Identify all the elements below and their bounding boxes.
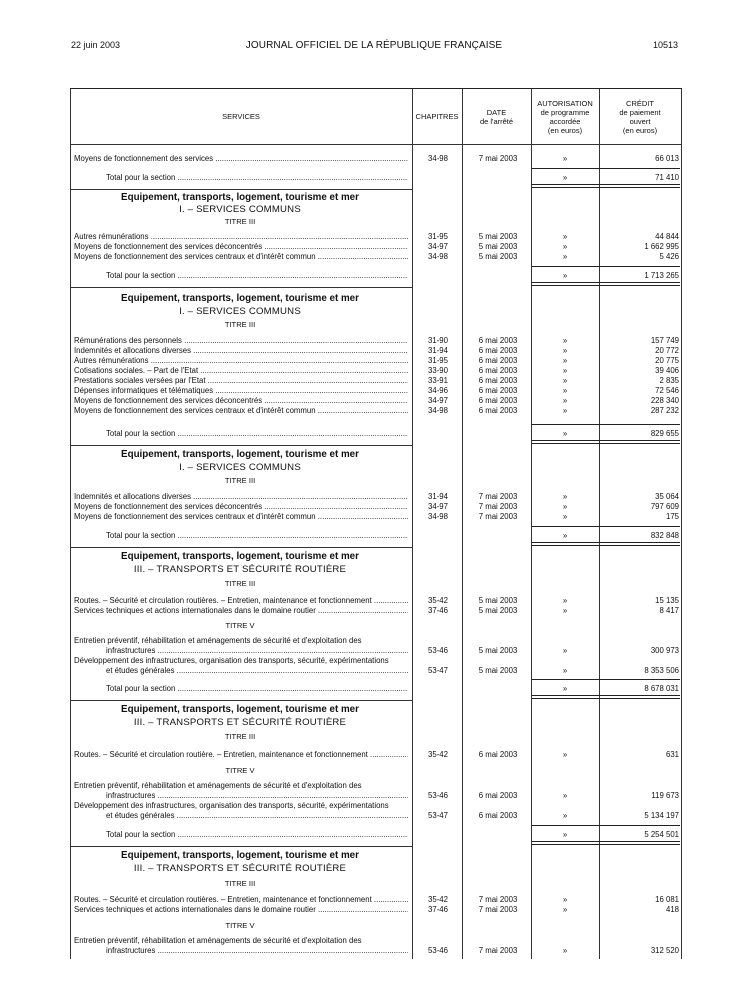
titre-heading <box>70 621 682 631</box>
total-row <box>70 173 682 183</box>
table-row <box>70 232 682 242</box>
credit-cell: 35 064 <box>655 492 679 501</box>
service-label: Entretien préventif, réhabilitation et aménagements de sécurité et d'exploitation des <box>74 936 362 945</box>
total-rule-double <box>532 695 680 699</box>
credit-cell: 39 406 <box>655 366 679 375</box>
section-heading <box>70 463 682 473</box>
heading-text: I. – SERVICES COMMUNS <box>179 462 301 473</box>
credit-cell: 15 135 <box>655 596 679 605</box>
date-cell: 6 mai 2003 <box>478 406 518 415</box>
section-separator <box>70 547 412 548</box>
autorisation-cell: » <box>562 406 568 415</box>
date-cell: 6 mai 2003 <box>478 366 518 375</box>
service-label: Indemnités et allocations diverses ..... <box>74 492 408 502</box>
autorisation-cell: » <box>562 336 568 345</box>
credit-cell: 418 <box>665 905 679 914</box>
ministry-heading <box>70 552 682 562</box>
heading-text: TITRE V <box>225 921 255 930</box>
table-row <box>70 905 682 915</box>
service-label: Routes. – Sécurité et circulation routières. – Entretien, maintenance et fonctionnement ..... <box>74 895 408 905</box>
autorisation-cell: » <box>562 596 568 605</box>
date-cell: 7 mai 2003 <box>478 492 518 501</box>
titre-heading <box>70 879 682 889</box>
date-cell: 6 mai 2003 <box>478 396 518 405</box>
heading-text: III. – TRANSPORTS ET SÉCURITÉ ROUTIÈRE <box>133 863 347 874</box>
service-label: Total pour la section ..... <box>106 173 408 183</box>
autorisation-cell: » <box>562 429 568 438</box>
table-row <box>70 596 682 606</box>
chapitre-cell: 34-98 <box>428 252 448 261</box>
service-label: Moyens de fonctionnement des services déconcentrés ..... <box>74 396 408 406</box>
date-cell: 5 mai 2003 <box>478 666 518 675</box>
chapitre-cell: 35-42 <box>428 750 448 759</box>
credit-cell: 8 417 <box>659 606 679 615</box>
table-row <box>70 366 682 376</box>
chapitre-cell: 34-98 <box>428 406 448 415</box>
ministry-heading <box>70 851 682 861</box>
chapitre-cell: 34-96 <box>428 386 448 395</box>
autorisation-cell: » <box>562 811 568 820</box>
section-heading <box>70 864 682 874</box>
heading-text: TITRE V <box>225 766 255 775</box>
section-heading <box>70 565 682 575</box>
table-row <box>70 801 682 811</box>
autorisation-cell: » <box>562 666 568 675</box>
chapitre-cell: 35-42 <box>428 895 448 904</box>
table-row <box>70 346 682 356</box>
table-row <box>70 242 682 252</box>
credit-cell: 829 655 <box>650 429 679 438</box>
table-row <box>70 386 682 396</box>
autorisation-cell: » <box>562 905 568 914</box>
credit-cell: 20 775 <box>655 356 679 365</box>
date-cell: 5 mai 2003 <box>478 232 518 241</box>
service-label: Rémunérations des personnels ..... <box>74 336 408 346</box>
table-row <box>70 936 682 946</box>
heading-text: III. – TRANSPORTS ET SÉCURITÉ ROUTIÈRE <box>133 717 347 728</box>
autorisation-cell: » <box>562 684 568 693</box>
table-row <box>70 946 682 956</box>
titre-heading <box>70 766 682 776</box>
chapitre-cell: 34-98 <box>428 154 448 163</box>
table-row <box>70 750 682 760</box>
credit-cell: 5 426 <box>659 252 679 261</box>
service-label: et études générales ..... <box>106 666 408 676</box>
credit-cell: 797 609 <box>650 502 679 511</box>
table-row <box>70 781 682 791</box>
chapitre-cell: 53-47 <box>428 666 448 675</box>
autorisation-cell: » <box>562 492 568 501</box>
table-row <box>70 656 682 666</box>
col-head-chapitres: CHAPITRES <box>415 112 459 121</box>
credit-cell: 2 835 <box>659 376 679 385</box>
autorisation-cell: » <box>562 252 568 261</box>
page-date: 22 juin 2003 <box>71 40 121 50</box>
date-cell: 5 mai 2003 <box>478 596 518 605</box>
table-row <box>70 811 682 821</box>
chapitre-cell: 31-95 <box>428 232 448 241</box>
ministry-heading <box>70 294 682 304</box>
chapitre-cell: 34-97 <box>428 242 448 251</box>
heading-text: III. – TRANSPORTS ET SÉCURITÉ ROUTIÈRE <box>133 564 347 575</box>
table-row <box>70 396 682 406</box>
section-separator <box>70 700 412 701</box>
date-cell: 5 mai 2003 <box>478 242 518 251</box>
date-cell: 5 mai 2003 <box>478 646 518 655</box>
credit-cell: 8 353 506 <box>644 666 679 675</box>
service-label: Total pour la section ..... <box>106 684 408 694</box>
table-row <box>70 636 682 646</box>
heading-text: TITRE III <box>224 879 256 888</box>
chapitre-cell: 34-97 <box>428 396 448 405</box>
heading-text: I. – SERVICES COMMUNS <box>179 306 301 317</box>
service-label: Moyens de fonctionnement des services centraux et d'intérêt commun ..... <box>74 512 408 522</box>
titre-heading <box>70 921 682 931</box>
total-rule-top <box>532 679 680 680</box>
chapitre-cell: 53-46 <box>428 946 448 955</box>
autorisation-cell: » <box>562 173 568 182</box>
chapitre-cell: 34-97 <box>428 502 448 511</box>
table-row <box>70 502 682 512</box>
date-cell: 6 mai 2003 <box>478 346 518 355</box>
date-cell: 6 mai 2003 <box>478 376 518 385</box>
autorisation-cell: » <box>562 386 568 395</box>
ministry-heading <box>70 450 682 460</box>
service-label: Moyens de fonctionnement des services déconcentrés ..... <box>74 242 408 252</box>
autorisation-cell: » <box>562 396 568 405</box>
autorisation-cell: » <box>562 376 568 385</box>
chapitre-cell: 37-46 <box>428 905 448 914</box>
heading-text: TITRE III <box>224 579 256 588</box>
date-cell: 7 mai 2003 <box>478 154 518 163</box>
credit-cell: 5 134 197 <box>644 811 679 820</box>
service-label: Dépenses informatiques et télématiques ..... <box>74 386 408 396</box>
service-label: Développement des infrastructures, organisation des transports, sécurité, expérimentations <box>74 656 389 665</box>
chapitre-cell: 31-94 <box>428 492 448 501</box>
date-cell: 5 mai 2003 <box>478 606 518 615</box>
autorisation-cell: » <box>562 502 568 511</box>
table-row <box>70 791 682 801</box>
credit-cell: 287 232 <box>650 406 679 415</box>
chapitre-cell: 33-90 <box>428 366 448 375</box>
autorisation-cell: » <box>562 750 568 759</box>
credit-cell: 119 673 <box>651 791 679 800</box>
heading-text: I. – SERVICES COMMUNS <box>179 204 301 215</box>
credit-cell: 1 662 995 <box>644 242 679 251</box>
total-rule-double <box>532 542 680 546</box>
service-label: Moyens de fonctionnement des services déconcentrés ..... <box>74 502 408 512</box>
heading-text: Equipement, transports, logement, tourisme et mer <box>121 293 359 304</box>
titre-heading <box>70 732 682 742</box>
date-cell: 7 mai 2003 <box>478 895 518 904</box>
heading-text: Equipement, transports, logement, tourisme et mer <box>121 192 359 203</box>
service-label: Autres rémunérations ..... <box>74 232 408 242</box>
chapitre-cell: 31-95 <box>428 356 448 365</box>
autorisation-cell: » <box>562 271 568 280</box>
total-rule-double <box>532 184 680 188</box>
col-head-credit: CRÉDIT de paiement ouvert (en euros) <box>619 98 661 135</box>
table-row <box>70 376 682 386</box>
autorisation-cell: » <box>562 791 568 800</box>
total-row <box>70 830 682 840</box>
heading-text: TITRE III <box>224 476 256 485</box>
ministry-heading <box>70 705 682 715</box>
autorisation-cell: » <box>562 366 568 375</box>
date-cell: 7 mai 2003 <box>478 512 518 521</box>
table-row <box>70 356 682 366</box>
credit-cell: 157 749 <box>650 336 679 345</box>
chapitre-cell: 37-46 <box>428 606 448 615</box>
col-head-date: DATE de l'arrêté <box>479 107 514 126</box>
date-cell: 7 mai 2003 <box>478 946 518 955</box>
date-cell: 6 mai 2003 <box>478 386 518 395</box>
service-label: Cotisations sociales. – Part de l'Etat ..... <box>74 366 408 376</box>
total-rule-double <box>532 282 680 286</box>
credit-cell: 312 520 <box>650 946 679 955</box>
chapitre-cell: 31-94 <box>428 346 448 355</box>
autorisation-cell: » <box>562 606 568 615</box>
autorisation-cell: » <box>562 232 568 241</box>
credit-cell: 8 678 031 <box>644 684 679 693</box>
titre-heading <box>70 217 682 227</box>
autorisation-cell: » <box>562 154 568 163</box>
total-rule-top <box>532 266 680 267</box>
service-label: Routes. – Sécurité et circulation routière. – Entretien, maintenance et fonctionnement ..... <box>74 750 408 760</box>
service-label: Total pour la section ..... <box>106 531 408 541</box>
total-row <box>70 429 682 439</box>
heading-text: Equipement, transports, logement, tourisme et mer <box>121 449 359 460</box>
heading-text: TITRE V <box>225 621 255 630</box>
section-separator <box>70 287 412 288</box>
total-row <box>70 531 682 541</box>
table-row <box>70 252 682 262</box>
credit-cell: 66 013 <box>655 154 679 163</box>
service-label: infrastructures ..... <box>106 946 408 956</box>
heading-text: Equipement, transports, logement, tourisme et mer <box>121 704 359 715</box>
credit-cell: 71 410 <box>655 173 679 182</box>
chapitre-cell: 31-90 <box>428 336 448 345</box>
chapitre-cell: 35-42 <box>428 596 448 605</box>
chapitre-cell: 33-91 <box>428 376 448 385</box>
autorisation-cell: » <box>562 646 568 655</box>
date-cell: 6 mai 2003 <box>478 811 518 820</box>
autorisation-cell: » <box>562 512 568 521</box>
journal-title: JOURNAL OFFICIEL DE LA RÉPUBLIQUE FRANÇAISE <box>245 40 503 51</box>
service-label: Moyens de fonctionnement des services centraux et d'intérêt commun ..... <box>74 406 408 416</box>
chapitre-cell: 53-46 <box>428 791 448 800</box>
section-heading <box>70 718 682 728</box>
service-label: Routes. – Sécurité et circulation routières. – Entretien, maintenance et fonctionnement ..... <box>74 596 408 606</box>
credit-cell: 175 <box>665 512 679 521</box>
table-row <box>70 606 682 616</box>
service-label: Total pour la section ..... <box>106 271 408 281</box>
date-cell: 6 mai 2003 <box>478 750 518 759</box>
total-rule-top <box>532 825 680 826</box>
titre-heading <box>70 476 682 486</box>
date-cell: 7 mai 2003 <box>478 905 518 914</box>
heading-text: TITRE III <box>224 217 256 226</box>
total-rule-top <box>532 526 680 527</box>
table-row <box>70 336 682 346</box>
service-label: Entretien préventif, réhabilitation et aménagements de sécurité et d'exploitation des <box>74 636 362 645</box>
service-label: Moyens de fonctionnement des services ..... <box>74 154 408 164</box>
credit-cell: 631 <box>665 750 679 759</box>
date-cell: 7 mai 2003 <box>478 502 518 511</box>
total-row <box>70 271 682 281</box>
credits-table <box>70 88 682 959</box>
credit-cell: 1 713 265 <box>644 271 679 280</box>
page-number: 10513 <box>652 40 678 50</box>
col-head-autorisation: AUTORISATION de programme accordée (en euros) <box>537 98 593 135</box>
service-label: et études générales ..... <box>106 811 408 821</box>
heading-text: TITRE III <box>224 320 256 329</box>
credit-cell: 72 546 <box>655 386 679 395</box>
total-row <box>70 684 682 694</box>
service-label: infrastructures ..... <box>106 791 408 801</box>
autorisation-cell: » <box>562 346 568 355</box>
date-cell: 6 mai 2003 <box>478 791 518 800</box>
total-rule-top <box>532 424 680 425</box>
service-label: Moyens de fonctionnement des services centraux et d'intérêt commun ..... <box>74 252 408 262</box>
heading-text: Equipement, transports, logement, tourisme et mer <box>121 551 359 562</box>
section-separator <box>70 189 412 190</box>
service-label: Prestations sociales versées par l'Etat ..... <box>74 376 408 386</box>
credit-cell: 20 772 <box>655 346 679 355</box>
table-row <box>70 512 682 522</box>
chapitre-cell: 53-47 <box>428 811 448 820</box>
chapitre-cell: 53-46 <box>428 646 448 655</box>
service-label: Indemnités et allocations diverses ..... <box>74 346 408 356</box>
service-label: Services techniques et actions internationales dans le domaine routier ..... <box>74 606 408 616</box>
autorisation-cell: » <box>562 356 568 365</box>
total-rule-double <box>532 440 680 444</box>
ministry-heading <box>70 193 682 203</box>
titre-heading <box>70 579 682 589</box>
credit-cell: 5 254 501 <box>644 830 679 839</box>
credit-cell: 300 973 <box>650 646 679 655</box>
table-row <box>70 492 682 502</box>
table-row <box>70 646 682 656</box>
autorisation-cell: » <box>562 895 568 904</box>
service-label: Total pour la section ..... <box>106 830 408 840</box>
date-cell: 6 mai 2003 <box>478 336 518 345</box>
service-label: Entretien préventif, réhabilitation et aménagements de sécurité et d'exploitation des <box>74 781 362 790</box>
section-separator <box>70 846 412 847</box>
date-cell: 6 mai 2003 <box>478 356 518 365</box>
table-row <box>70 154 682 164</box>
section-heading <box>70 307 682 317</box>
service-label: Total pour la section ..... <box>106 429 408 439</box>
heading-text: TITRE III <box>224 732 256 741</box>
autorisation-cell: » <box>562 830 568 839</box>
service-label: Services techniques et actions internationales dans le domaine routier ..... <box>74 905 408 915</box>
table-row <box>70 406 682 416</box>
header-rule <box>70 144 682 145</box>
autorisation-cell: » <box>562 242 568 251</box>
date-cell: 5 mai 2003 <box>478 252 518 261</box>
table-row <box>70 895 682 905</box>
credit-cell: 228 340 <box>650 396 679 405</box>
autorisation-cell: » <box>562 531 568 540</box>
credit-cell: 832 848 <box>650 531 679 540</box>
total-rule-double <box>532 841 680 845</box>
service-label: infrastructures ..... <box>106 646 408 656</box>
service-label: Développement des infrastructures, organisation des transports, sécurité, expérimentations <box>74 801 389 810</box>
col-head-services: SERVICES <box>222 112 260 121</box>
autorisation-cell: » <box>562 946 568 955</box>
titre-heading <box>70 320 682 330</box>
table-row <box>70 666 682 676</box>
chapitre-cell: 34-98 <box>428 512 448 521</box>
service-label: Autres rémunérations ..... <box>74 356 408 366</box>
heading-text: Equipement, transports, logement, tourisme et mer <box>121 850 359 861</box>
credit-cell: 16 081 <box>655 895 679 904</box>
section-heading <box>70 205 682 215</box>
credit-cell: 44 844 <box>655 232 679 241</box>
section-separator <box>70 445 412 446</box>
total-rule-top <box>532 168 680 169</box>
